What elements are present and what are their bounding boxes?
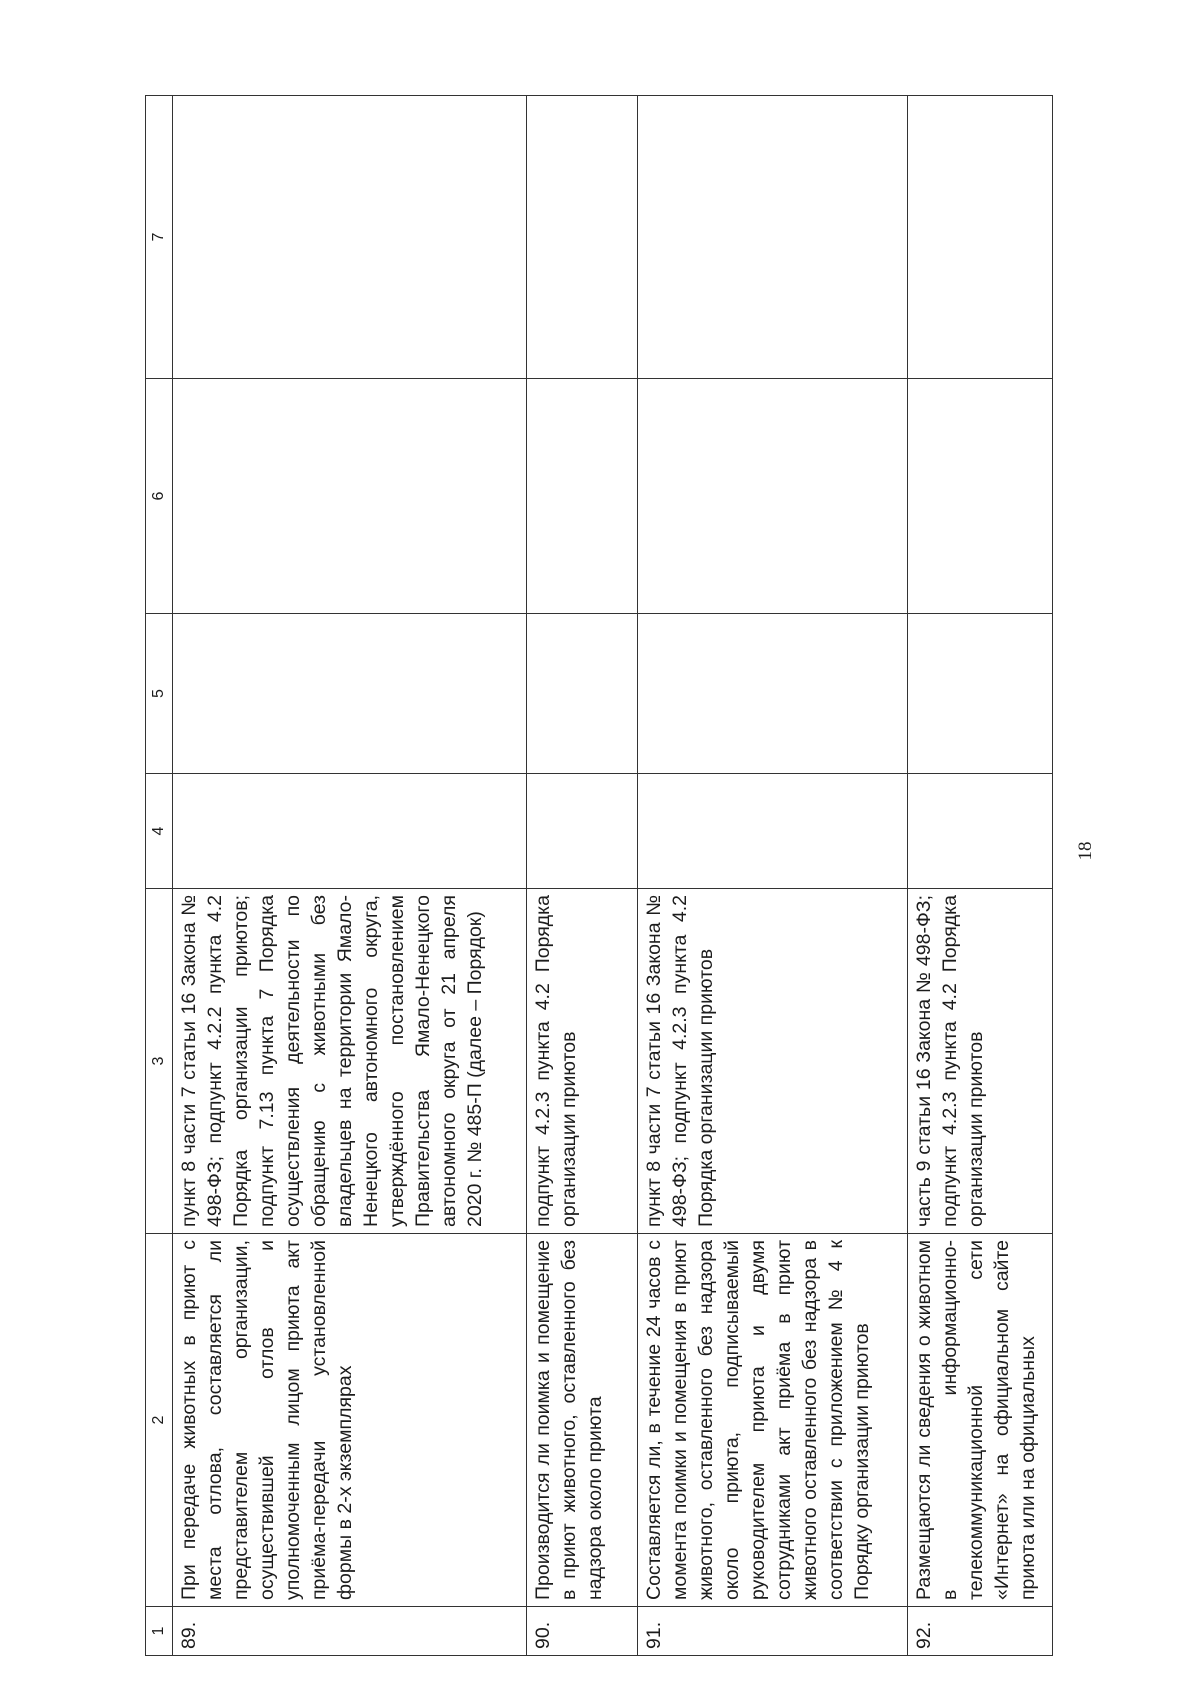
question-cell: Размещаются ли сведения о животном в информационно-телекоммуникационной сети «Интернет» на официальном сайте приюта или на официальных	[908, 1234, 1053, 1607]
column-number: 4	[146, 774, 173, 889]
empty-cell	[173, 614, 527, 774]
row-number: 89.	[173, 1607, 527, 1656]
table-row	[908, 96, 1053, 1656]
row-number: 90.	[527, 1607, 638, 1656]
empty-cell	[638, 379, 908, 614]
empty-cell	[527, 774, 638, 889]
empty-cell	[908, 774, 1053, 889]
column-number: 7	[146, 96, 173, 379]
empty-cell	[527, 379, 638, 614]
column-number: 5	[146, 614, 173, 774]
empty-cell	[908, 96, 1053, 379]
page-number: 18	[1075, 841, 1096, 861]
question-cell: Производится ли поимка и помещение в приют животного, оставленного без надзора около приюта	[527, 1234, 638, 1607]
question-cell: Составляется ли, в течение 24 часов с момента поимки и помещения в приют животного, оставленного без надзора около приюта, подписываемый руководителем приюта и двумя сотрудниками акт приёма в приют животного оставленного без надзора в соответствии с приложением № 4 к Порядку организации приютов	[638, 1234, 908, 1607]
table-row	[527, 96, 638, 1656]
column-number: 2	[146, 1234, 173, 1607]
empty-cell	[638, 774, 908, 889]
column-number: 1	[146, 1607, 173, 1656]
reference-cell: пункт 8 части 7 статьи 16 Закона № 498-ФЗ; подпункт 4.2.2 пункта 4.2 Порядка организации приютов; подпункт 7.13 пункта 7 Порядка осуществления деятельности по обращению с животными без владельцев на территории Ямало-Ненецкого автономного округа, утверждённого постановлением Правительства Ямало-Ненецкого автономного округа от 21 апреля 2020 г. № 485-П (далее – Порядок)	[173, 889, 527, 1234]
empty-cell	[173, 774, 527, 889]
column-number: 3	[146, 889, 173, 1234]
table-row	[638, 96, 908, 1656]
reference-cell: пункт 8 части 7 статьи 16 Закона № 498-ФЗ; подпункт 4.2.3 пункта 4.2 Порядка организации приютов	[638, 889, 908, 1234]
empty-cell	[527, 96, 638, 379]
empty-cell	[908, 379, 1053, 614]
empty-cell	[638, 614, 908, 774]
inspection-table	[145, 95, 1053, 1656]
reference-cell: часть 9 статьи 16 Закона № 498-ФЗ; подпункт 4.2.3 пункта 4.2 Порядка организации приютов	[908, 889, 1053, 1234]
empty-cell	[173, 96, 527, 379]
empty-cell	[527, 614, 638, 774]
question-cell: При передаче животных в приют с места отлова, составляется ли представителем организации, осуществившей отлов и уполномоченным лицом приюта акт приёма-передачи установленной формы в 2-х экземплярах	[173, 1234, 527, 1607]
table-row	[173, 96, 527, 1656]
column-number: 6	[146, 379, 173, 614]
column-number-row	[146, 96, 173, 1656]
row-number: 92.	[908, 1607, 1053, 1656]
reference-cell: подпункт 4.2.3 пункта 4.2 Порядка организации приютов	[527, 889, 638, 1234]
empty-cell	[638, 96, 908, 379]
empty-cell	[173, 379, 527, 614]
empty-cell	[908, 614, 1053, 774]
row-number: 91.	[638, 1607, 908, 1656]
